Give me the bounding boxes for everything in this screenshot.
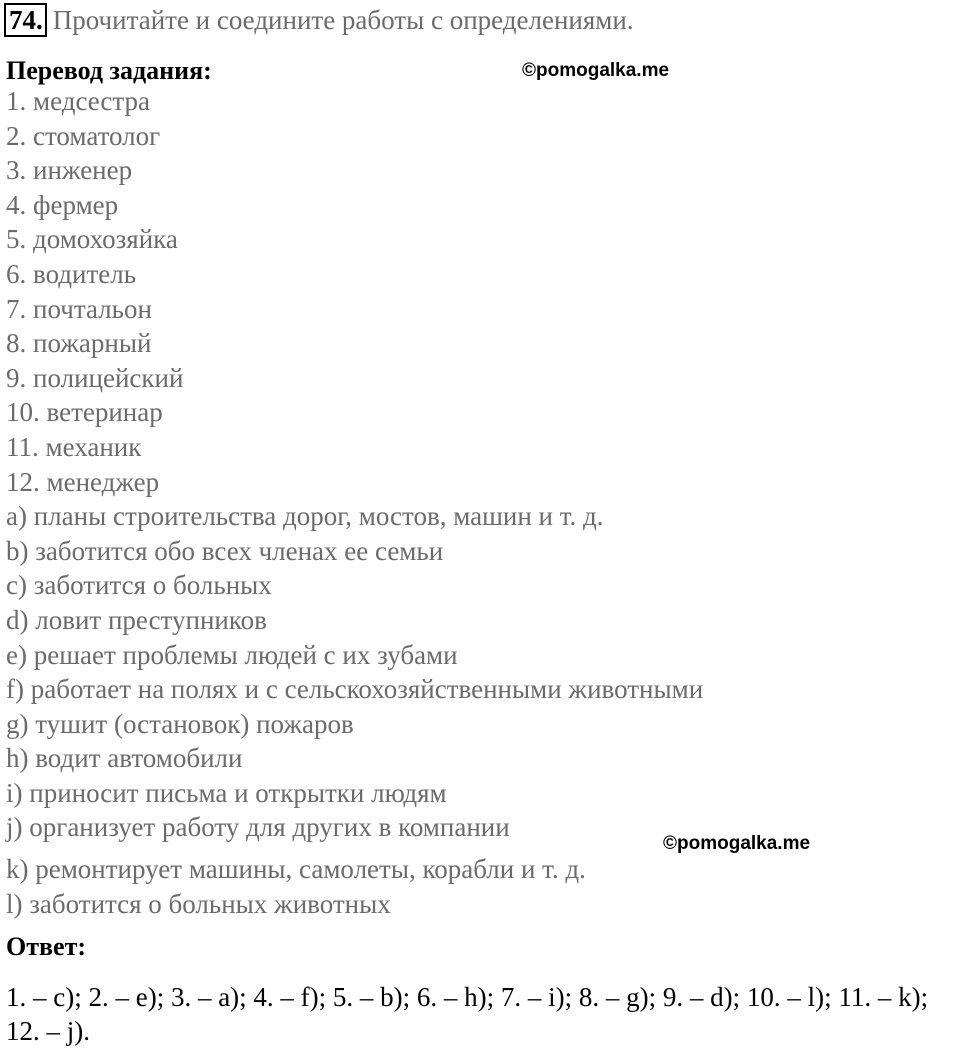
list-item: j) организует работу для других в компании	[6, 812, 510, 843]
task-instruction: Прочитайте и соедините работы с определениями.	[52, 5, 634, 35]
list-item: e) решает проблемы людей с их зубами	[6, 639, 458, 670]
watermark-top: ©pomogalka.me	[522, 60, 670, 81]
list-item: g) тушит (остановок) пожаров	[6, 708, 354, 739]
list-item: l) заботится о больных животных	[6, 888, 391, 919]
answer-text: 1. – c); 2. – e); 3. – a); 4. – f); 5. – b); 6. – h); 7. – i); 8. – g); 9. – d); 10. – l); 11. – k); 12. – j).	[6, 982, 929, 1046]
list-item: 4. фермер	[6, 189, 119, 220]
list-item: 11. механик	[6, 431, 142, 462]
list-item: k) ремонтирует машины, самолеты, корабли и т. д.	[6, 854, 586, 884]
list-item: 6. водитель	[6, 258, 137, 289]
translation-list	[6, 84, 703, 845]
list-item: d) ловит преступников	[6, 604, 267, 635]
list-item: 9. полицейский	[6, 362, 184, 393]
list-item: b) заботится обо всех членах ее семьи	[6, 535, 444, 566]
list-item: 2. стоматолог	[6, 120, 161, 151]
list-item: 3. инженер	[6, 155, 133, 186]
translation-heading: Перевод задания:	[6, 56, 212, 85]
task-number: 74.	[4, 3, 47, 37]
translation-list-tail	[6, 852, 586, 921]
list-item: 10. ветеринар	[6, 397, 163, 428]
list-item: f) работает на полях и с сельскохозяйственными животными	[6, 674, 704, 705]
list-item: h) водит автомобили	[6, 743, 243, 774]
answer-heading: Ответ:	[6, 932, 87, 961]
task-header	[4, 2, 634, 38]
list-item: a) планы строительства дорог, мостов, машин и т. д.	[6, 501, 604, 532]
list-item: i) приносит письма и открытки людям	[6, 777, 447, 808]
list-item: c) заботится о больных	[6, 570, 272, 601]
list-item: 1. медсестра	[6, 86, 151, 116]
watermark-bottom: ©pomogalka.me	[663, 833, 811, 854]
list-item: 5. домохозяйка	[6, 224, 178, 255]
list-item: 12. менеджер	[6, 466, 160, 497]
list-item: 7. почтальон	[6, 293, 152, 324]
list-item: 8. пожарный	[6, 328, 152, 359]
